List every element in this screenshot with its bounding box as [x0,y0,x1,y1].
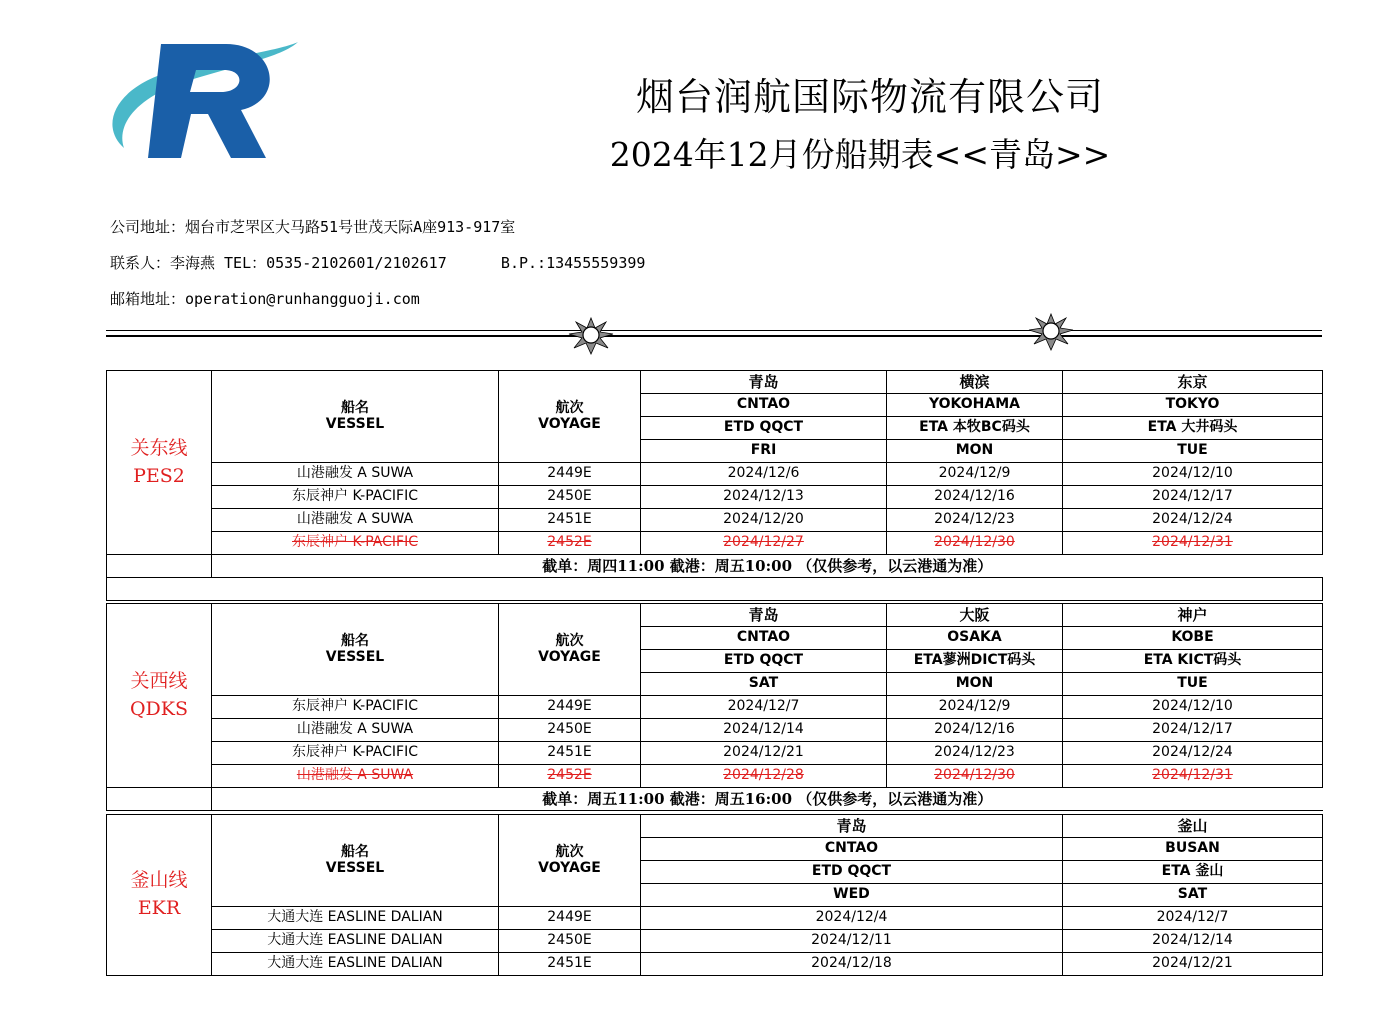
date-cell: 2024/12/27 [641,532,887,555]
schedule-table-ekr [106,814,1323,976]
date-cell: 2024/12/6 [641,463,887,486]
vessel-cell: 东辰神户 K-PACIFIC [212,742,499,765]
table-row [107,696,1323,719]
port-day: WED [641,884,1063,907]
date-cell: 2024/12/30 [887,532,1063,555]
vessel-cell: 山港融发 A SUWA [212,463,499,486]
date-cell: 2024/12/24 [1063,509,1323,532]
voyage-header: 航次 VOYAGE [499,604,641,696]
route-label: 关西线 QDKS [107,604,212,788]
voyage-cell: 2452E [499,532,641,555]
table-row [107,930,1323,953]
port-name: 神户 [1063,604,1323,627]
port-code: CNTAO [641,627,887,650]
port-day: MON [887,440,1063,463]
vessel-header: 船名 VESSEL [212,371,499,463]
date-cell: 2024/12/30 [887,765,1063,788]
table-row [107,953,1323,976]
schedule-table-pes2 [106,370,1323,601]
date-cell: 2024/12/9 [887,696,1063,719]
voyage-header: 航次 VOYAGE [499,815,641,907]
port-code: CNTAO [641,394,887,417]
cutoff-note: 截单：周四11:00 截港：周五10:00 （仅供参考，以云港通为准） [212,555,1323,578]
date-cell: 2024/12/7 [1063,907,1323,930]
vessel-cell: 山港融发 A SUWA [212,719,499,742]
port-name: 青岛 [641,815,1063,838]
vessel-cell: 东辰神户 K-PACIFIC [212,696,499,719]
date-cell: 2024/12/23 [887,509,1063,532]
port-terminal: ETD QQCT [641,861,1063,884]
port-code: BUSAN [1063,838,1323,861]
port-terminal: ETA 大井码头 [1063,417,1323,440]
date-cell: 2024/12/13 [641,486,887,509]
date-cell: 2024/12/9 [887,463,1063,486]
contact-info: 联系人：李海燕 TEL：0535-2102601/2102617 B.P.:13455559399 [110,254,646,272]
date-cell: 2024/12/4 [641,907,1063,930]
date-cell: 2024/12/17 [1063,719,1323,742]
voyage-cell: 2450E [499,719,641,742]
table-row-cancelled [107,532,1323,555]
date-cell: 2024/12/31 [1063,532,1323,555]
port-name: 东京 [1063,371,1323,394]
date-cell: 2024/12/17 [1063,486,1323,509]
voyage-cell: 2450E [499,486,641,509]
port-day: SAT [1063,884,1323,907]
table-row [107,486,1323,509]
port-code: CNTAO [641,838,1063,861]
port-code: YOKOHAMA [887,394,1063,417]
date-cell: 2024/12/23 [887,742,1063,765]
port-day: TUE [1063,673,1323,696]
spacer-row [107,578,1323,601]
vessel-header: 船名 VESSEL [212,815,499,907]
port-day: SAT [641,673,887,696]
port-name: 青岛 [641,604,887,627]
email-info: 邮箱地址：operation@runhangguoji.com [110,290,420,308]
vessel-cell: 东辰神户 K-PACIFIC [212,486,499,509]
voyage-cell: 2451E [499,953,641,976]
date-cell: 2024/12/14 [1063,930,1323,953]
date-cell: 2024/12/24 [1063,742,1323,765]
vessel-cell: 大通大连 EASLINE DALIAN [212,953,499,976]
vessel-cell: 东辰神户 K-PACIFIC [212,532,499,555]
table-row [107,719,1323,742]
voyage-cell: 2449E [499,463,641,486]
port-code: OSAKA [887,627,1063,650]
port-terminal: ETA 本牧BC码头 [887,417,1063,440]
divider-line [106,335,1322,337]
date-cell: 2024/12/16 [887,486,1063,509]
route-label: 釜山线 EKR [107,815,212,976]
date-cell: 2024/12/18 [641,953,1063,976]
date-cell: 2024/12/21 [1063,953,1323,976]
divider-line [106,330,1322,331]
voyage-cell: 2449E [499,907,641,930]
table-row [107,907,1323,930]
company-address: 公司地址：烟台市芝罘区大马路51号世茂天际A座913-917室 [110,218,516,236]
date-cell: 2024/12/7 [641,696,887,719]
voyage-header: 航次 VOYAGE [499,371,641,463]
port-terminal: ETD QQCT [641,650,887,673]
port-day: TUE [1063,440,1323,463]
sun-ornament-icon [566,316,616,356]
voyage-cell: 2451E [499,742,641,765]
date-cell: 2024/12/21 [641,742,887,765]
voyage-cell: 2451E [499,509,641,532]
port-name: 横滨 [887,371,1063,394]
date-cell: 2024/12/31 [1063,765,1323,788]
date-cell: 2024/12/10 [1063,696,1323,719]
port-day: FRI [641,440,887,463]
company-title: 烟台润航国际物流有限公司 [635,75,1104,119]
sun-ornament-icon [1026,312,1076,352]
date-cell: 2024/12/10 [1063,463,1323,486]
vessel-cell: 山港融发 A SUWA [212,509,499,532]
port-code: KOBE [1063,627,1323,650]
cutoff-note: 截单：周五11:00 截港：周五16:00 （仅供参考，以云港通为准） [212,788,1323,811]
vessel-cell: 山港融发 A SUWA [212,765,499,788]
date-cell: 2024/12/11 [641,930,1063,953]
port-code: TOKYO [1063,394,1323,417]
company-logo [106,30,306,165]
date-cell: 2024/12/20 [641,509,887,532]
voyage-cell: 2452E [499,765,641,788]
route-label: 关东线 PES2 [107,371,212,555]
schedule-title: 2024年12月份船期表<<青岛>> [609,135,1111,174]
voyage-cell: 2450E [499,930,641,953]
date-cell: 2024/12/16 [887,719,1063,742]
table-row [107,742,1323,765]
port-day: MON [887,673,1063,696]
port-name: 釜山 [1063,815,1323,838]
vessel-cell: 大通大连 EASLINE DALIAN [212,907,499,930]
vessel-header: 船名 VESSEL [212,604,499,696]
date-cell: 2024/12/28 [641,765,887,788]
date-cell: 2024/12/14 [641,719,887,742]
vessel-cell: 大通大连 EASLINE DALIAN [212,930,499,953]
table-row [107,463,1323,486]
schedule-table-qdks [106,603,1323,811]
table-row [107,509,1323,532]
port-terminal: ETD QQCT [641,417,887,440]
table-row-cancelled [107,765,1323,788]
port-name: 大阪 [887,604,1063,627]
port-terminal: ETA 釜山 [1063,861,1323,884]
voyage-cell: 2449E [499,696,641,719]
port-name: 青岛 [641,371,887,394]
port-terminal: ETA KICT码头 [1063,650,1323,673]
port-terminal: ETA蓼洲DICT码头 [887,650,1063,673]
